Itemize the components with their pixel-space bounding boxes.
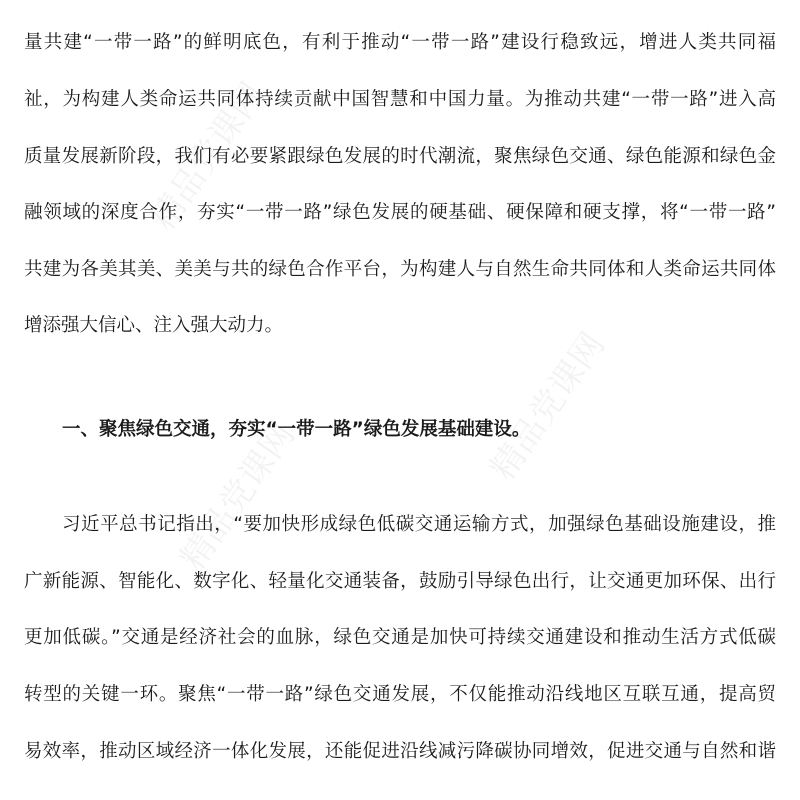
- text-line: 共建为各美其美、美美与共的绿色合作平台，为构建人与自然生命共同体和人类命运共同体: [24, 259, 776, 280]
- text-line: 祉，为构建人类命运共同体持续贡献中国智慧和中国力量。为推动共建“一带一路”进入高: [24, 89, 777, 110]
- text-line: 易效率，推动区域经济一体化发展，还能促进沿线减污降碳协同增效，促进交通与自然和谐: [24, 741, 776, 762]
- text-line: 习近平总书记指出，“要加快形成绿色低碳交通运输方式，加强绿色基础设施建设，推: [62, 514, 776, 535]
- section-heading: 一、聚焦绿色交通，夯实“一带一路”绿色发展基础建设。: [62, 419, 531, 440]
- text-line: 量共建“一带一路”的鲜明底色，有利于推动“一带一路”建设行稳致远，增进人类共同福: [24, 32, 776, 53]
- text-line: 质量发展新阶段，我们有必要紧跟绿色发展的时代潮流，聚焦绿色交通、绿色能源和绿色金: [24, 146, 776, 167]
- text-line: 更加低碳。”交通是经济社会的血脉，绿色交通是加快可持续交通建设和推动生活方式低碳: [24, 627, 776, 648]
- text-line: 融领域的深度合作，夯实“一带一路”绿色发展的硬基础、硬保障和硬支撑，将“一带一路”: [24, 202, 776, 223]
- watermark: 精品党课网: [142, 75, 274, 238]
- watermark: 精品党课网: [482, 325, 614, 488]
- text-line: 增添强大信心、注入强大动力。: [24, 315, 284, 336]
- text-line: 广新能源、智能化、数字化、轻量化交通装备，鼓励引导绿色出行，让交通更加环保、出行: [24, 571, 776, 592]
- text-line: 转型的关键一环。聚焦“一带一路”绿色交通发展，不仅能推动沿线地区互联互通，提高贸: [24, 684, 776, 705]
- watermark: 精品党课网: [172, 415, 304, 578]
